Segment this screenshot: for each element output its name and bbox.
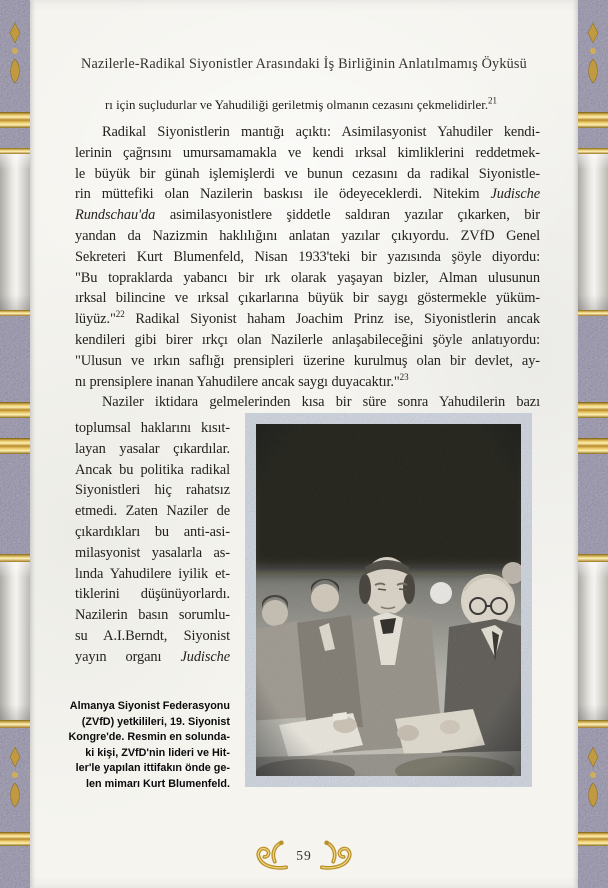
gold-band xyxy=(578,554,608,562)
text-line: "Ulusun ve ırkın saflığı prensipleri üzerine kurulmuş olan bir devlet, ay- xyxy=(75,352,540,369)
gold-molding xyxy=(0,112,30,128)
gold-filigree-icon xyxy=(585,745,601,815)
granite-segment xyxy=(578,316,608,402)
granite-segment xyxy=(578,846,608,888)
paragraph-radical-zionist-logic xyxy=(75,122,540,392)
gold-band xyxy=(578,720,608,728)
text-line: su A.I.Berndt, Siyonist xyxy=(75,627,230,644)
gold-molding xyxy=(0,438,30,454)
gold-band xyxy=(0,720,30,728)
granite-segment xyxy=(0,454,30,554)
granite-segment xyxy=(0,728,30,832)
gold-molding xyxy=(0,402,30,418)
gold-band xyxy=(0,554,30,562)
marble-segment xyxy=(0,562,30,720)
granite-segment xyxy=(0,846,30,888)
text-line: le büyük bir günah işlemişlerdi ve bunun cezasını da radikal Siyonistle- xyxy=(75,165,540,182)
text-line: yayın organı Judische xyxy=(75,648,230,665)
granite-segment xyxy=(0,316,30,402)
quote-continuation-line: rı için suçludurlar ve Yahudiliği geriletmiş olmanın cezasını çekmelidirler.$^{21}$ xyxy=(105,95,498,112)
gold-scroll-right-icon xyxy=(318,839,356,873)
gold-filigree-icon xyxy=(7,21,23,91)
running-header: Nazilerle-Radikal Siyonistler Arasındaki İş Birliğinin Anlatılmamış Öyküsü xyxy=(81,56,527,72)
text-line: Siyonistleri hiç rahatsız xyxy=(75,482,230,499)
page-footer xyxy=(0,839,608,873)
text-line: lında Yahudilere iyilik et- xyxy=(75,565,230,582)
text-line: tiklerini düşünüyorlardı. xyxy=(75,586,230,603)
caption-line: Almanya Siyonist Federasyonu xyxy=(69,700,230,712)
text-line: Rundschau'da asimilasyonistlere şiddetle saldıran yazılar çıkarken, bir xyxy=(75,207,540,224)
gold-molding xyxy=(578,832,608,846)
text-line: lerinin çağrısını umursamamakla ve kendi ırksal kimliklerini reddetmek- xyxy=(75,144,540,161)
caption-line: (ZVfD) yetkilileri, 19. Siyonist xyxy=(81,715,230,728)
text-line: yandan da Nazizmin haklılığını anlatan yazılar çıkıyordu. ZVfD Genel xyxy=(75,227,540,244)
gold-molding xyxy=(578,438,608,454)
paragraph-nazi-laws-narrow-column xyxy=(75,418,230,668)
text-line: lüyüz."$^{22}$ Radikal Siyonist haham Joachim Prinz ise, Siyonistlerin ancak xyxy=(75,309,540,328)
text-line: etmedi. Zaten Naziler de xyxy=(75,503,230,520)
text-line: Nazilerin basın sorumlu- xyxy=(75,607,230,624)
caption-line: len mimarı Kurt Blumenfeld. xyxy=(86,777,230,790)
text-line: çıkardıkları bu anti-asi- xyxy=(75,523,230,540)
photo-caption xyxy=(44,699,230,793)
text-line: Radikal Siyonistlerin mantığı açıktı: Asimilasyonist Yahudiler kendi- xyxy=(102,124,540,140)
gold-filigree-icon xyxy=(585,21,601,91)
left-border-column xyxy=(0,0,30,888)
gold-molding xyxy=(578,402,608,418)
caption-line: ki kişi, ZVfD'nin lideri ve Hit- xyxy=(85,746,230,759)
text-line: nı prensiplere inanan Yahudilere ancak saygı duyacaktır."$^{23}$ xyxy=(75,371,409,390)
text-line: Naziler iktidara gelmelerinden kısa bir süre sonra Yahudilerin bazı xyxy=(102,394,540,410)
text-line: Sekreteri Kurt Blumenfeld, Nisan 1933'teki bir yazısında şöyle diyordu: xyxy=(75,248,540,265)
page-number: 59 xyxy=(296,848,312,863)
text-line: rin müttefiki olan Nazilerin baskısı ile ödeyeceklerdi. Nitekim Judische xyxy=(75,186,540,203)
right-border-column xyxy=(578,0,608,888)
text-line: layan yasalar çıkardılar. xyxy=(75,440,230,457)
granite-segment xyxy=(578,454,608,554)
gold-molding xyxy=(578,112,608,128)
granite-segment xyxy=(578,418,608,438)
text-line: ırksal bilincine ve ırksal çıkarlarına büyük bir saygı göstermekle yüküm- xyxy=(75,290,540,307)
marble-segment xyxy=(0,154,30,310)
marble-segment xyxy=(578,562,608,720)
granite-segment xyxy=(578,0,608,112)
gold-molding xyxy=(0,832,30,846)
caption-line: ler'le yapılan ittifakın önde ge- xyxy=(75,762,230,775)
text-line: toplumsal haklarını kısıt- xyxy=(75,420,230,436)
granite-segment xyxy=(0,128,30,148)
text-line: "Bu topraklarda yabancı bir ırk olarak yaşayan bizler, Alman ulusunun xyxy=(75,269,540,286)
gold-filigree-icon xyxy=(7,745,23,815)
granite-segment xyxy=(0,418,30,438)
text-line: kendileri gibi birer ırkçı olan Nazilerle anlaşabileceğini şöyle anlatıyordu: xyxy=(75,331,540,348)
granite-segment xyxy=(0,0,30,112)
text-line: Ancak bu politika radikal xyxy=(75,461,230,478)
paragraph-nazi-laws xyxy=(75,392,540,413)
granite-segment xyxy=(578,728,608,832)
caption-line: Kongre'de. Resmin en solunda- xyxy=(68,731,230,744)
granite-segment xyxy=(578,128,608,148)
marble-segment xyxy=(578,154,608,310)
zionist-congress-delegates-photo xyxy=(245,413,532,787)
text-line: milasyonist yasalarla as- xyxy=(75,544,230,561)
gold-scroll-left-icon xyxy=(252,839,290,873)
